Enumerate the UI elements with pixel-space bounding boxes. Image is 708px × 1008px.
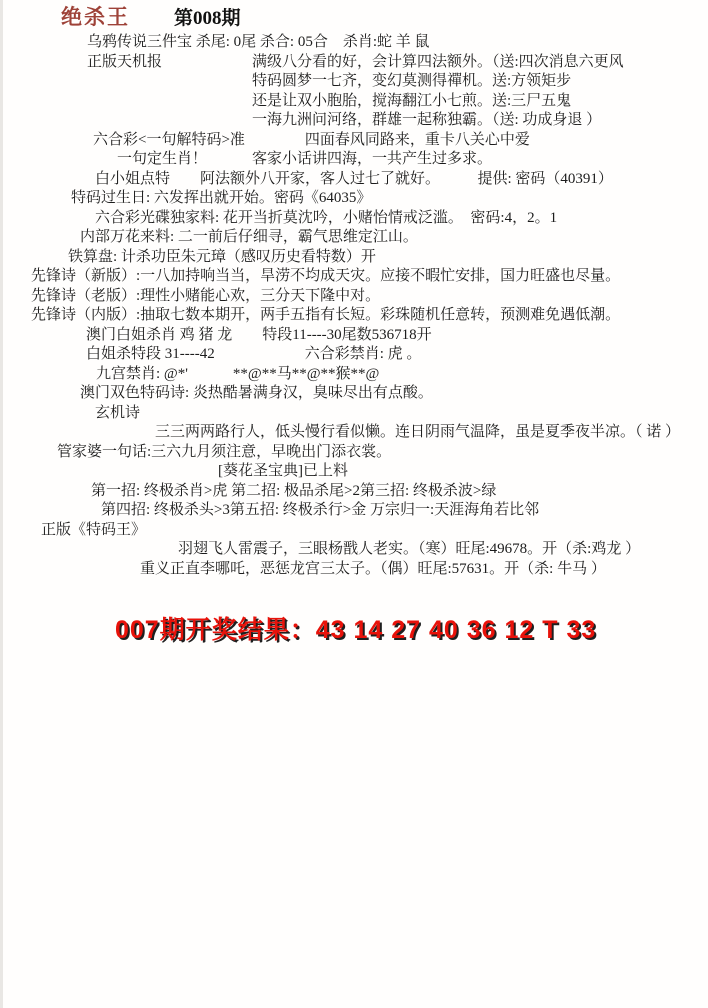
text-line: 特码过生日: 六发挥出就开始。密码《64035》: [71, 190, 372, 206]
text-line: [葵花圣宝典]已上料: [83, 463, 348, 479]
text-line: 澳门白姐杀肖 鸡 猪 龙 特段11----30尾数536718开: [71, 326, 432, 343]
text-line: 还是让双小胞胎，搅海翻江小七煎。送:三尸五鬼: [87, 92, 572, 109]
text-line: 玄机诗: [65, 404, 141, 421]
text-line: 羽翅飞人雷震子，三眼杨戬人老实。（寒）旺尾:49678。开（杀:鸡龙 ）: [73, 541, 641, 557]
text-line: 正版《特码王》: [41, 521, 147, 538]
text-line: 第四招: 终极杀头>3第五招: 终极杀行>金 万宗归一:天涯海角若比邻: [71, 502, 540, 518]
text-line: 六合彩<一句解特码>准 四面春风同路来，重卡八关心中爱: [93, 131, 530, 148]
draw-result-line: 007期开奖结果：43 14 27 40 36 12 T 33: [115, 616, 597, 644]
text-line: 六合彩光碟独家料: 花开当折莫沈吟，小赌怡情戒泛滥。 密码:4，2。1: [65, 209, 558, 226]
text-line: 乌鸦传说三件宝 杀尾: 0尾 杀合: 05合 杀肖:蛇 羊 鼠: [87, 34, 430, 50]
text-line: 先锋诗（内版）:抽取七数本期开，两手五指有长短。彩珠随机任意转，预测难免遇低潮。: [31, 307, 621, 323]
text-line: 一句定生肖！ 客家小话讲四海，一共产生过多求。: [87, 151, 493, 167]
text-line: 先锋诗（新版）:一八加持响当当，旱涝不均成天灾。应接不暇忙安排，国力旺盛也尽量。: [31, 268, 621, 284]
text-line: 白姐杀特段 31----42 六合彩禁肖: 虎 。: [71, 346, 422, 362]
text-line: 第一招: 终极杀肖>虎 第二招: 极品杀尾>2第三招: 终极杀波>绿: [61, 482, 497, 499]
sheet-header: [3, 0, 708, 28]
text-line: 重义正直李哪吒，恶惩龙宫三太子。（偶）旺尾:57631。开（杀: 牛马 ）: [65, 560, 606, 577]
text-line: 管家婆一句话:三六九月须注意，早晚出门添衣裳。: [57, 443, 392, 460]
text-line: 正版天机报 满级八分看的好，会计算四法额外。（送:四次消息六更风: [87, 53, 624, 70]
text-line: 澳门双色特码诗: 炎热酷暑满身汉，臭味尽出有点酸。: [65, 385, 433, 401]
sheet-title: 绝杀王: [61, 5, 130, 29]
text-line: 九宫禁肖: @*' **@**马**@**猴**@: [81, 365, 380, 382]
text-line: 一海九洲问河络，群雄一起称独霸。（送: 功成身退 ）: [87, 112, 602, 128]
text-line: 先锋诗（老版）:理性小赌能心欢，三分天下隆中对。: [31, 287, 381, 304]
text-line: 铁算盘: 计杀功臣朱元璋（感叹历史看特数）开: [53, 248, 376, 265]
issue-number: 第008期: [174, 8, 241, 29]
text-line: 白小姐点特 阿法额外八开家，客人过七了就好。 提供: 密码（40391）: [65, 170, 613, 187]
text-line: 特码圆梦一七齐，变幻莫测得禪机。送:方领矩步: [87, 73, 572, 89]
text-line: 三三两两路行人，低头慢行看似懒。连日阴雨气温降，虽是夏季夜半凉。（ 诺 ）: [65, 424, 681, 440]
text-line: 内部万花来料: 二一前后仔细寻，霸气思维定江山。: [65, 229, 418, 245]
sheet-body: [3, 33, 708, 579]
